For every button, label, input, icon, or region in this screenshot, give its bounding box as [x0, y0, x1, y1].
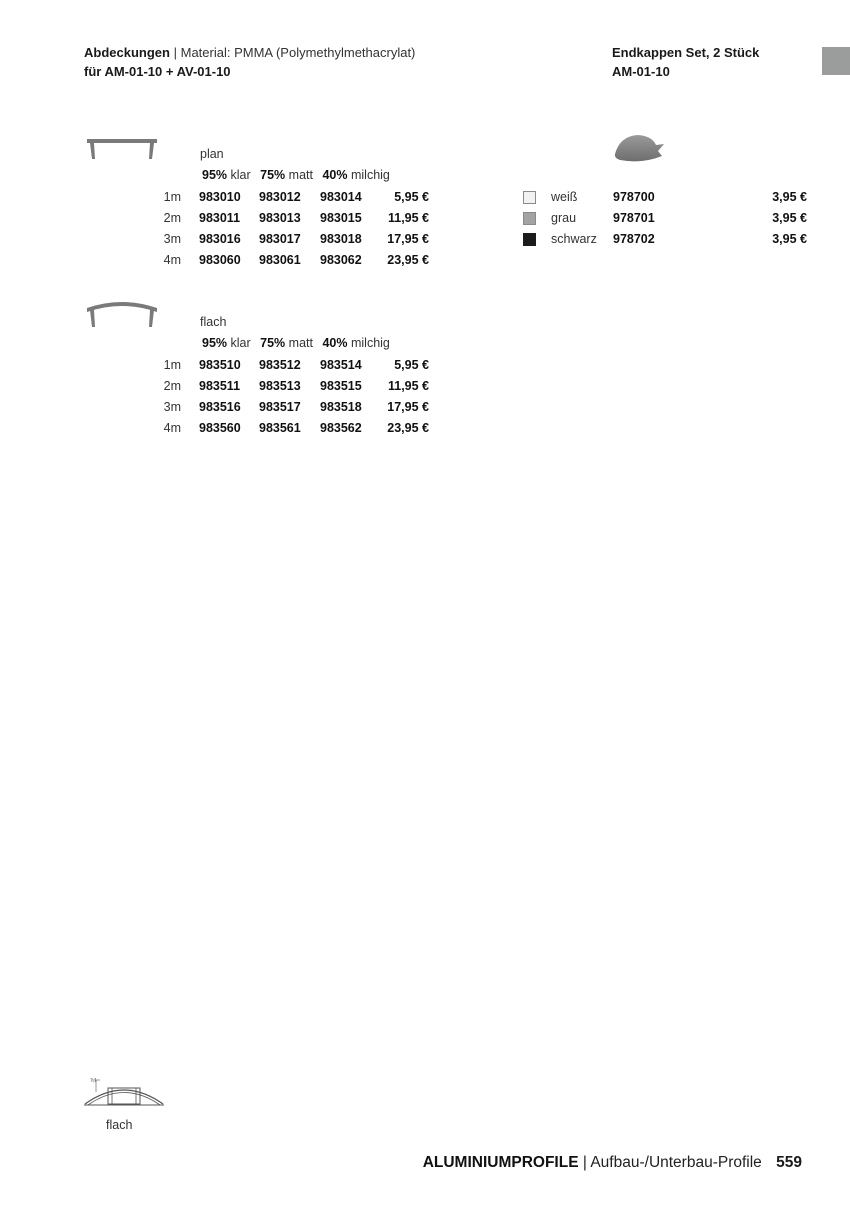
article-milchig: 983014: [320, 190, 362, 204]
cover-flach-price-table: [137, 355, 429, 439]
article-matt: 983513: [259, 379, 301, 393]
article-matt: 983561: [259, 421, 301, 435]
article-klar: 983511: [199, 379, 241, 393]
article-matt: 983012: [259, 190, 301, 204]
table-row: [137, 418, 429, 439]
article-matt: 983013: [259, 211, 301, 225]
article-number: 978702: [613, 232, 655, 246]
footer-separator: |: [582, 1154, 587, 1171]
page-footer: [423, 1154, 802, 1172]
table-row: [137, 355, 429, 376]
col-name-matt: matt: [288, 336, 313, 350]
price-cell: 17,95 €: [387, 232, 429, 246]
table-row: [137, 250, 429, 271]
endcap-image-icon: [612, 132, 666, 164]
article-number: 978700: [613, 190, 655, 204]
color-swatch-schwarz: [523, 233, 536, 246]
length-cell: 1m: [163, 358, 181, 372]
price-cell: 11,95 €: [387, 211, 429, 225]
header-separator: |: [173, 45, 177, 60]
article-milchig: 983062: [320, 253, 362, 267]
length-cell: 2m: [163, 211, 181, 225]
article-milchig: 983018: [320, 232, 362, 246]
article-matt: 983017: [259, 232, 301, 246]
cover-plan-column-header: [202, 168, 396, 182]
article-matt: 983517: [259, 400, 301, 414]
price-cell: 3,95 €: [772, 190, 807, 204]
length-cell: 4m: [163, 253, 181, 267]
cover-flach-label: flach: [200, 315, 227, 329]
table-row: [523, 208, 807, 229]
price-cell: 3,95 €: [772, 232, 807, 246]
header-material: Material: PMMA (Polymethylmethacrylat): [180, 45, 416, 60]
length-cell: 3m: [163, 232, 181, 246]
article-klar: 983016: [199, 232, 241, 246]
col-pct-klar: 95%: [202, 336, 228, 350]
diagram-caption: flach: [106, 1118, 133, 1132]
price-cell: 17,95 €: [387, 400, 429, 414]
article-milchig: 983515: [320, 379, 362, 393]
table-row: [523, 187, 807, 208]
article-milchig: 983562: [320, 421, 362, 435]
article-number: 978701: [613, 211, 655, 225]
color-swatch-weiss: [523, 191, 536, 204]
price-cell: 5,95 €: [394, 358, 429, 372]
cover-flach-column-header: [202, 336, 396, 350]
article-klar: 983516: [199, 400, 241, 414]
price-cell: 5,95 €: [394, 190, 429, 204]
article-milchig: 983514: [320, 358, 362, 372]
article-milchig: 983015: [320, 211, 362, 225]
chapter-tab: [822, 47, 850, 75]
endcaps-subtitle: AM-01-10: [612, 64, 670, 79]
article-milchig: 983518: [320, 400, 362, 414]
article-matt: 983061: [259, 253, 301, 267]
length-cell: 3m: [163, 400, 181, 414]
col-pct-klar: 95%: [202, 168, 228, 182]
page-number: 559: [776, 1154, 802, 1171]
header-subtitle: für AM-01-10 + AV-01-10: [84, 64, 231, 79]
cover-plan-price-table: [137, 187, 429, 271]
dim-label: 7,1: [90, 1078, 97, 1084]
article-klar: 983060: [199, 253, 241, 267]
article-matt: 983512: [259, 358, 301, 372]
table-row: [523, 229, 807, 250]
article-klar: 983560: [199, 421, 241, 435]
color-name: weiß: [551, 190, 578, 204]
col-name-milchig: milchig: [350, 336, 390, 350]
length-cell: 1m: [163, 190, 181, 204]
price-cell: 23,95 €: [387, 253, 429, 267]
flach-cover-profile-icon: [86, 298, 158, 330]
table-row: [137, 397, 429, 418]
plan-cover-profile-icon: [86, 137, 158, 163]
col-name-klar: klar: [230, 336, 251, 350]
col-pct-milchig: 40%: [322, 336, 348, 350]
length-cell: 2m: [163, 379, 181, 393]
col-name-matt: matt: [288, 168, 313, 182]
table-row: [137, 229, 429, 250]
footer-subcategory: Aufbau-/Unterbau-Profile: [590, 1154, 762, 1171]
col-pct-matt: 75%: [260, 168, 286, 182]
article-klar: 983510: [199, 358, 241, 372]
col-name-milchig: milchig: [350, 168, 390, 182]
price-cell: 3,95 €: [772, 211, 807, 225]
color-name: schwarz: [551, 232, 597, 246]
col-pct-milchig: 40%: [322, 168, 348, 182]
header-right: [612, 43, 759, 81]
price-cell: 23,95 €: [387, 421, 429, 435]
cover-plan-label: plan: [200, 147, 224, 161]
header-title: Abdeckungen: [84, 45, 170, 60]
col-name-klar: klar: [230, 168, 251, 182]
col-pct-matt: 75%: [260, 336, 286, 350]
table-row: [137, 187, 429, 208]
color-name: grau: [551, 211, 577, 225]
endcaps-table: [523, 187, 807, 250]
article-klar: 983011: [199, 211, 241, 225]
table-row: [137, 208, 429, 229]
length-cell: 4m: [163, 421, 181, 435]
table-row: [137, 376, 429, 397]
price-cell: 11,95 €: [387, 379, 429, 393]
flach-cross-section-diagram: [82, 1074, 166, 1110]
color-swatch-grau: [523, 212, 536, 225]
endcaps-title: Endkappen Set, 2 Stück: [612, 45, 760, 60]
footer-category: ALUMINIUMPROFILE: [422, 1154, 579, 1171]
header-left: [84, 43, 415, 81]
article-klar: 983010: [199, 190, 241, 204]
